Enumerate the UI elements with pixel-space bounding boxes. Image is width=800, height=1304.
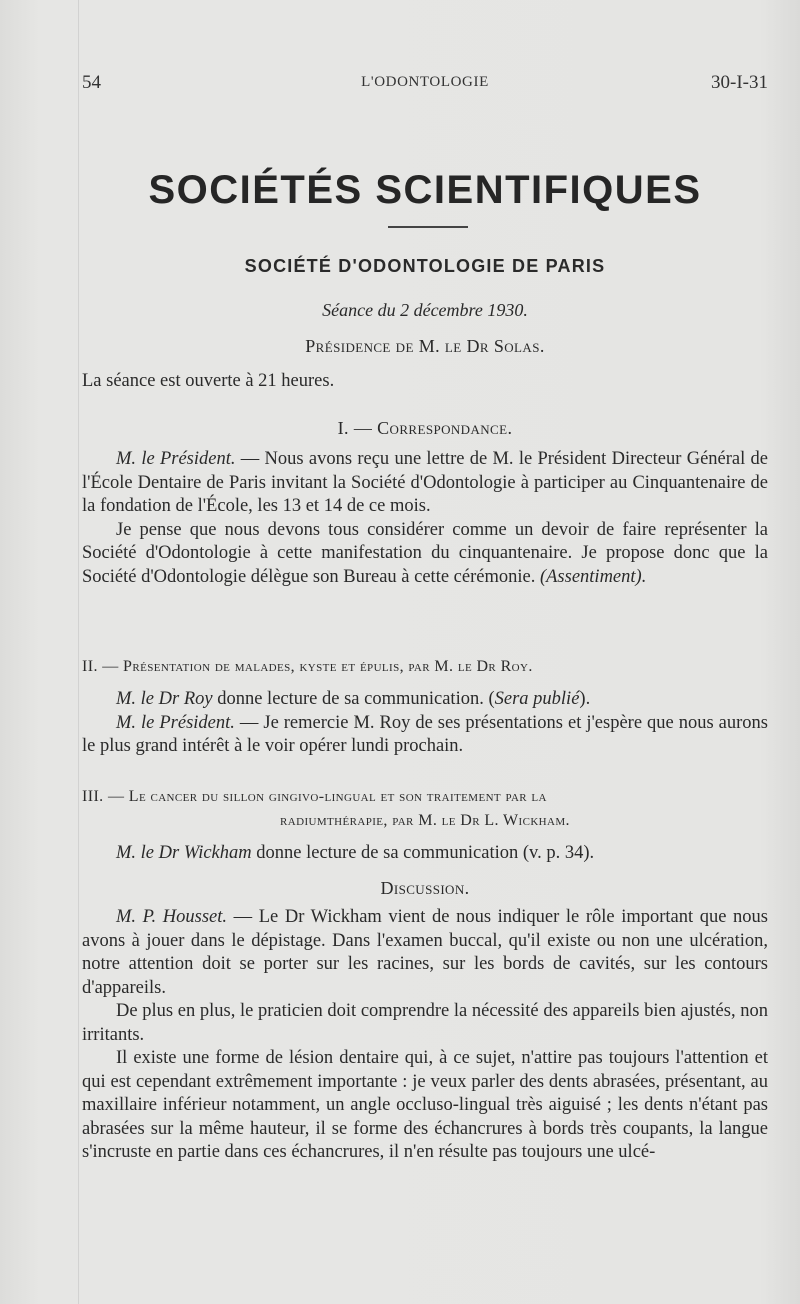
paragraph-text: De plus en plus, le praticien doit comprendre la nécessité des appareils bien ajustés, non irritants. — [82, 1001, 768, 1045]
section3-heading-line-1 — [82, 788, 768, 806]
presidence-line: Présidence de M. le Dr Solas. — [305, 336, 545, 356]
section1-heading: I. — Correspondance. — [337, 418, 513, 438]
paragraph-text: Je pense que nous devons tous considérer comme un devoir de faire représenter la Société d'Odontologie à cette manifestation du cinquantenaire. Je propose donc que la Société d'Odontologie délègue son Bureau à cette cérémonie. — [82, 519, 768, 587]
section3-heading-line-2: radiumthérapie, par M. le Dr L. Wickham. — [280, 812, 570, 829]
section2-paragraph-1 — [82, 688, 768, 712]
session-line — [82, 300, 768, 321]
journal-title: L'ODONTOLOGIE — [361, 74, 489, 90]
issue-date: 30-I-31 — [711, 72, 768, 93]
section3-body-b — [82, 906, 768, 1165]
speaker: M. le Dr Wickham — [116, 843, 252, 863]
section2-body — [82, 688, 768, 759]
society-title: SOCIÉTÉ D'ODONTOLOGIE DE PARIS — [244, 256, 606, 276]
speaker: M. P. Housset. — [116, 907, 228, 927]
section1-paragraph-2 — [82, 519, 768, 590]
paragraph-text: — Nous avons reçu une lettre de M. le Président Directeur Général de l'École Dentaire de Paris invitant la Société d'Odontologie à participer au Cinquantenaire de la fondation de l'École, les 13 et 14 de ce mois. — [82, 449, 768, 516]
heading-text: II. — Présentation de malades, kyste et épulis, par M. le Dr Roy. — [82, 658, 533, 675]
paragraph-text: donne lecture de sa communication (v. p. 34). — [251, 843, 595, 863]
paragraph-text: — Je remercie M. Roy de ses présentations et j'espère que nous aurons le plus grand intérêt à le voir opérer lundi prochain. — [82, 712, 768, 756]
running-header — [82, 72, 768, 100]
section2-paragraph-2 — [82, 712, 768, 759]
paragraph-end: ). — [579, 689, 591, 709]
speaker: M. le Président. — [116, 449, 236, 469]
opening-line: La séance est ouverte à 21 heures. — [82, 371, 335, 391]
section3-paragraph-2 — [82, 906, 768, 1000]
speaker: M. le Dr Roy — [116, 689, 213, 709]
italic-note: (Assentiment). — [539, 566, 647, 587]
section3-paragraph-1 — [82, 842, 768, 866]
gutter-shadow — [78, 0, 79, 1304]
section1-paragraph-1 — [82, 448, 768, 519]
section2-heading — [82, 658, 768, 676]
page-title: SOCIÉTÉS SCIENTIFIQUES — [148, 168, 702, 212]
section3-paragraph-3 — [82, 1000, 768, 1047]
section3-paragraph-4 — [82, 1047, 768, 1165]
speaker: M. le Président. — [116, 712, 235, 733]
title-rule — [388, 226, 468, 228]
session-text: Séance du 2 décembre 1930. — [322, 300, 528, 320]
discussion-heading: Discussion. — [380, 878, 470, 898]
heading-text: III. — Le cancer du sillon gingivo-lingual et son traitement par la — [82, 788, 547, 805]
paragraph-text: — Le Dr Wickham vient de nous indiquer le rôle important que nous avons à jouer dans le dépistage. Dans l'examen buccal, qu'il existe ou non une ulcération, notre attention doit se porter sur les racines, sur les bords de cavités, sur les contours d'appareils. — [82, 907, 769, 998]
section1-body — [82, 448, 768, 589]
paragraph-text: Il existe une forme de lésion dentaire qui, à ce sujet, n'attire pas toujours l'attention et qui est cependant extrêmement importante : je veux parler des dents abrasées, présentant, au maxillaire inférieur notamment, un angle occluso-lingual très aiguisé ; les dents n'étant pas abrasées sur la même hauteur, il se forme des échancrures à bords très coupants, la langue s'incruste en partie dans ces échancrures, il n'en résulte pas toujours une ulcé- — [82, 1048, 768, 1162]
page-number: 54 — [82, 72, 101, 93]
section3-body-a — [82, 842, 768, 866]
paragraph-text: donne lecture de sa communication. ( — [212, 689, 495, 709]
italic-note: Sera publié — [494, 689, 580, 709]
